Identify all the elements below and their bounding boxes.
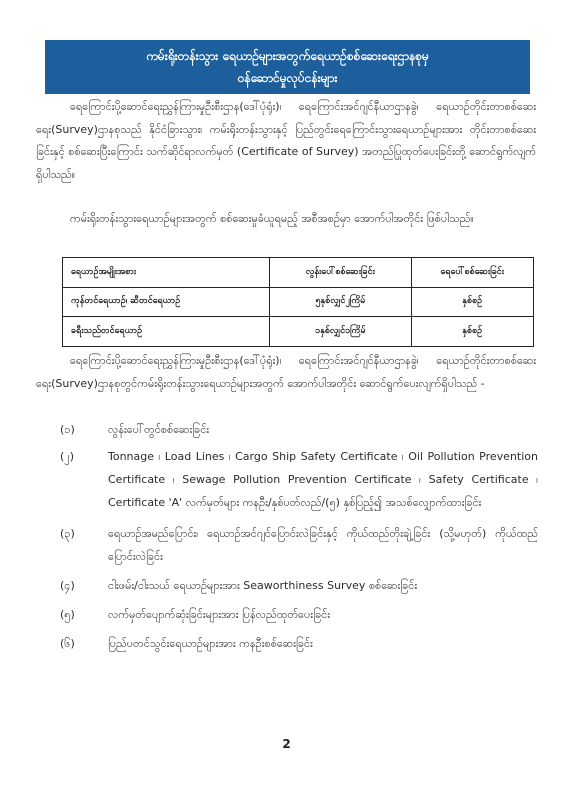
services-list [60,418,538,655]
table-row [63,287,534,317]
list-item [60,632,538,655]
list-item [60,445,538,514]
banner-title-line-1: ကမ်းရိုးတန်းသွား ရေယာဉ်များအတွက်ရေယာဉ်စစ်ဆေးရေးဌာနစုမှ [146,49,429,63]
schedule-intro-text: ကမ်းရိုးတန်းသွားရေယာဉ်များအတွက် စစ်ဆေးမှုခံယူရမည့် အစီအစဉ်မှာ အောက်ပါအတိုင်း ဖြစ်ပါသည်။ [70,212,474,225]
page-number: 2 [282,737,291,751]
survey-schedule-table [62,257,534,347]
list-item [60,522,538,568]
list-item-number: (၁) [60,423,75,436]
list-item-number: (၄) [60,579,75,592]
intro-paragraph-text: ရေကြောင်းပို့ဆောင်ရေးညွှန်ကြားမှုဦးစီးဌာန(ဒေါ်ပုံရုံး)၊ ရေကြောင်းအင်ဂျင်နီယာဌာနခွဲ၊ ရေယာဉ်တိုင်းတာစစ်ဆေးရေး(Survey)ဌာနစုသည် နိုင်ငံခြားသွား၊ ကမ်းရိုးတန်းသွားနှင့် ပြည်တွင်းရေကြောင်းသွားရေယာဉ်များအား တိုင်းတာစစ်ဆေးခြင်းနှင့် စစ်ဆေးပြီးကြောင်း သက်ဆိုင်ရာလက်မှတ် (Certificate of Survey) အတည်ပြုထုတ်ပေးခြင်းတို့ ဆောင်ရွက်လျက်ရှိပါသည်။ [36,100,536,181]
services-paragraph-text: ရေကြောင်းပို့ဆောင်ရေးညွှန်ကြားမှုဦးစီးဌာန(ဒေါ်ပုံရုံး)၊ ရေကြောင်းအင်ဂျင်နီယာဌာနခွဲ၊ ရေယာဉ်တိုင်းတာစစ်ဆေးရေး(Survey)ဌာနစုတွင်ကမ်းရိုးတန်းသွားရေယာဉ်များအတွက် အောက်ပါအတိုင်း ဆောင်ရွက်ပေးလျက်ရှိပါသည် - [36,354,536,390]
list-item-text: ငါးဖမ်း/ငါးသယ် ရေယာဉ်များအား Seaworthiness Survey စစ်ဆေးခြင်း [108,579,418,592]
list-item-number: (၅) [60,608,75,621]
table-header-cell: ရေပေါ်စစ်ဆေးခြင်း [411,258,533,288]
schedule-intro-paragraph [36,208,536,231]
list-item [60,603,538,626]
intro-paragraph [36,96,536,186]
list-item-number: (၃) [60,527,75,540]
list-item [60,418,538,441]
table-cell: ကုန်တင်ရေယာဉ်၊ ဆီတင်ရေယာဉ် [63,287,270,317]
list-item-text: လွန်းပေါ်တွင်စစ်ဆေးခြင်း [108,423,210,436]
table-cell: နှစ်စဉ် [411,287,533,317]
table-header-cell: လွန်းပေါ်စစ်ဆေးခြင်း [270,258,411,288]
list-item [60,574,538,597]
list-item-text: လက်မှတ်ပျောက်ဆုံးခြင်းများအား ပြန်လည်ထုတ်ပေးခြင်း [108,608,331,621]
table-cell: ၁နှစ်လျှင်၁ကြိမ် [270,317,411,347]
services-paragraph [36,350,536,395]
table-header-row [63,258,534,288]
table-cell: ခရီးသည်တင်ရေယာဉ် [63,317,270,347]
table-header-cell: ရေယာဉ်အမျိုးအစား [63,258,270,288]
banner-title-line-2: ဝန်ဆောင်မှုလုပ်ငန်းများ [237,71,338,85]
list-item-text: ပြည်ပတင်သွင်းရေယာဉ်များအား ကနဦးစစ်ဆေးခြင်း [108,637,313,650]
list-item-text: Tonnage ၊ Load Lines ၊ Cargo Ship Safety Certificate ၊ Oil Pollution Prevention Certificate ၊ Sewage Pollution Prevention Certificate ၊ Safety Certificate ၊ Certificate 'A' လက်မှတ်များ ကနဦး/နှစ်ပတ်လည်/(၅) နှစ်ပြည့်၍ အသစ်လျှောက်ထားခြင်း [108,450,538,509]
table-cell: ၅နှစ်လျှင်၂ကြိမ် [270,287,411,317]
table-row [63,317,534,347]
list-item-number: (၂) [60,450,74,463]
list-item-number: (၆) [60,637,75,650]
table-cell: နှစ်စဉ် [411,317,533,347]
list-item-text: ရေယာဉ်အမည်ပြောင်း၊ ရေယာဉ်အင်ဂျင်ပြောင်းလဲခြင်းနှင့် ကိုယ်ထည်တိုးချဲ့ခြင်း (သို့မဟုတ်) ကိုယ်ထည်ပြောင်းလဲခြင်း [108,527,538,563]
title-banner [45,40,530,94]
